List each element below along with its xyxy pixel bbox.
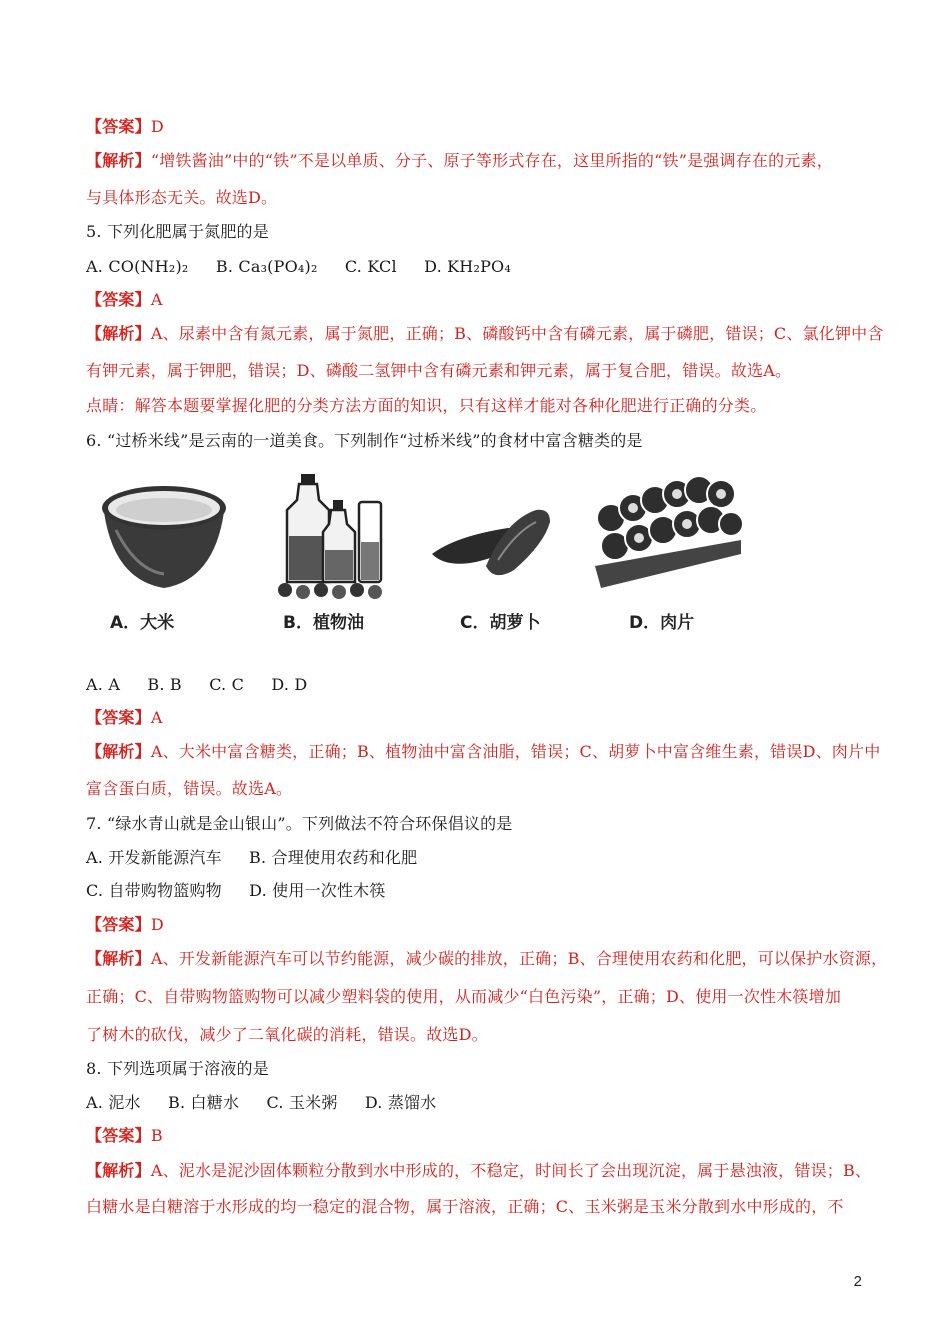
answer-value: A [150, 708, 163, 727]
analysis-tag: 【解析】 [86, 1161, 151, 1180]
q4-analysis-line-1 [86, 150, 870, 172]
q6-figure [86, 470, 766, 650]
answer-tag: 【答案】 [86, 290, 151, 309]
q5-options [86, 256, 870, 278]
option-d: D. D [271, 675, 308, 694]
answer-tag: 【答案】 [86, 915, 151, 934]
answer-value: B [150, 1126, 163, 1145]
page-number: 2 [853, 1273, 862, 1290]
q6-analysis-line-1 [86, 741, 881, 763]
option-d: D. 使用一次性木筷 [249, 881, 386, 900]
q5-question: 5. 下列化肥属于氮肥的是 [86, 222, 269, 241]
q7-analysis-line-2: 正确；C、自带购物篮购物可以减少塑料袋的使用，从而减少“白色污染”，正确；D、使用一次性木筷增加 [86, 987, 842, 1006]
option-c: C. 玉米粥 [266, 1093, 338, 1112]
option-b: B. B [147, 675, 182, 694]
rice-bowl-image [96, 470, 256, 650]
q6-analysis-line-2: 富含蛋白质，错误。故选A。 [86, 779, 293, 798]
analysis-text: A、大米中富含糖类，正确；B、植物油中富含油脂，错误；C、胡萝卜中富含维生素，错误D、肉片中 [150, 742, 881, 761]
q7-analysis-line-1 [86, 948, 888, 970]
option-c: C. KCl [344, 257, 397, 276]
q6-question: 6. “过桥米线”是云南的一道美食。下列制作“过桥米线”的食材中富含糖类的是 [86, 431, 643, 450]
answer-value: A [150, 290, 163, 309]
q5-analysis-line-1 [86, 323, 884, 345]
oil-bottles-image [271, 470, 431, 650]
option-a: A. A [86, 675, 121, 694]
analysis-tag: 【解析】 [86, 324, 151, 343]
analysis-tag: 【解析】 [86, 151, 151, 170]
q7-analysis-line-3: 了树木的砍伐，减少了二氧化碳的消耗，错误。故选D。 [86, 1025, 488, 1044]
q8-analysis-line-1 [86, 1160, 870, 1182]
q8-options [86, 1092, 870, 1114]
option-b: B. 白糖水 [168, 1093, 240, 1112]
q7-options-row-1 [86, 847, 870, 869]
analysis-text: A、泥水是泥沙固体颗粒分散到水中形成的，不稳定，时间长了会出现沉淀，属于悬浊液，错误；B、 [150, 1161, 872, 1180]
q7-options-row-2 [86, 880, 870, 902]
option-b: B. 合理使用农药和化肥 [249, 848, 418, 867]
q8-answer [86, 1125, 870, 1147]
answer-value: D [150, 915, 164, 934]
answer-value: D [150, 117, 164, 136]
option-a: A. 泥水 [86, 1093, 141, 1112]
q4-analysis-line-2: 与具体形态无关。故选D。 [86, 188, 278, 207]
caption-b: B．植物油 [283, 613, 364, 633]
caption-d: D．肉片 [629, 613, 695, 633]
q4-answer [86, 116, 870, 138]
q5-answer [86, 289, 870, 311]
meat-slices-image [591, 470, 751, 650]
q5-analysis-line-2: 有钾元素，属于钾肥，错误；D、磷酸二氢钾中含有磷元素和钾元素，属于复合肥，错误。故选A。 [86, 361, 792, 380]
analysis-text: A、开发新能源汽车可以节约能源，减少碳的排放，正确；B、合理使用农药和化肥，可以保护水资源， [150, 949, 888, 968]
option-d: D. KH₂PO₄ [424, 257, 511, 276]
carrots-image [426, 470, 586, 650]
q6-options [86, 674, 870, 696]
q6-answer [86, 707, 870, 729]
option-a: A. 开发新能源汽车 [86, 848, 222, 867]
option-c: C. 自带购物篮购物 [86, 881, 222, 900]
analysis-text: A、尿素中含有氮元素，属于氮肥，正确；B、磷酸钙中含有磷元素，属于磷肥，错误；C、氯化钾中含 [150, 324, 884, 343]
caption-c: C．胡萝卜 [460, 613, 541, 633]
q7-question: 7. “绿水青山就是金山银山”。下列做法不符合环保倡议的是 [86, 814, 513, 833]
option-b: B. Ca₃(PO₄)₂ [215, 257, 318, 276]
option-a: A. CO(NH₂)₂ [86, 257, 189, 276]
q8-question: 8. 下列选项属于溶液的是 [86, 1059, 269, 1078]
option-c: C. C [209, 675, 245, 694]
caption-a: A．大米 [110, 613, 175, 633]
option-d: D. 蒸馏水 [364, 1093, 437, 1112]
analysis-tag: 【解析】 [86, 742, 151, 761]
analysis-text: “增铁酱油”中的“铁”不是以单质、分子、原子等形式存在，这里所指的“铁”是强调存在的元素， [150, 151, 833, 170]
analysis-tag: 【解析】 [86, 949, 151, 968]
q5-tip: 点睛：解答本题要掌握化肥的分类方法方面的知识，只有这样才能对各种化肥进行正确的分类。 [86, 396, 767, 415]
answer-tag: 【答案】 [86, 117, 151, 136]
q8-analysis-line-2: 白糖水是白糖溶于水形成的均一稳定的混合物，属于溶液，正确；C、玉米粥是玉米分散到水中形成的，不 [86, 1197, 844, 1216]
answer-tag: 【答案】 [86, 1126, 151, 1145]
answer-tag: 【答案】 [86, 708, 151, 727]
q7-answer [86, 914, 870, 936]
